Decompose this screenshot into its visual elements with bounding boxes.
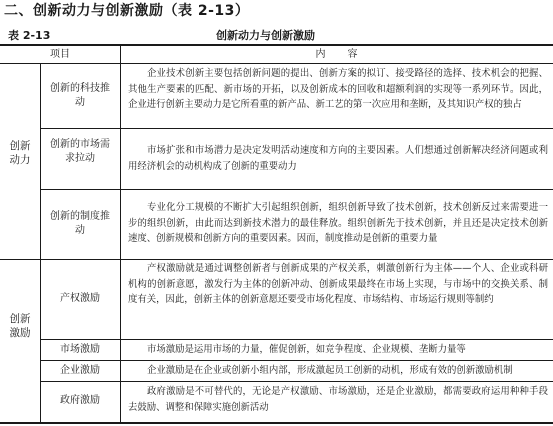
header-rule xyxy=(0,63,553,64)
row-item: 创新的市场需求拉动 xyxy=(50,139,110,164)
row-content: 市场扩张和市场潜力是决定发明活动速度和方向的主要因素。人们想通过创新解决经济问题或利用经济机会的动机构成了创新的重要动力 xyxy=(128,145,548,172)
item-column-rule xyxy=(120,46,121,422)
row-divider xyxy=(40,339,553,340)
table-number: 表 2-13 xyxy=(8,29,51,42)
row-item: 产权激励 xyxy=(60,293,100,304)
category-column-rule xyxy=(40,63,41,422)
table-bottom-rule xyxy=(0,422,553,424)
row-item: 创新的制度推动 xyxy=(50,211,110,236)
category-label: 创新激励 xyxy=(9,313,31,339)
row-divider xyxy=(40,128,553,129)
row-content: 政府激励是不可替代的，无论是产权激励、市场激励，还是企业激励，都需要政府运用种种手段去鼓励、调整和保障实施创新活动 xyxy=(128,386,548,413)
row-item: 政府激励 xyxy=(60,395,100,406)
row-item: 企业激励 xyxy=(60,365,100,376)
row-content: 市场激励是运用市场的力量，催促创新，如竞争程度、企业规模、垄断力量等 xyxy=(147,344,466,355)
row-divider xyxy=(40,189,553,190)
header-item: 项目 xyxy=(50,49,70,60)
section-title: 二、创新动力与创新激励（表 2-13） xyxy=(4,3,250,19)
category-divider xyxy=(0,259,553,260)
row-content: 企业技术创新主要包括创新问题的提出、创新方案的拟订、接受路径的选择、技术机会的把握、其他生产要素的匹配、新市场的开拓，以及创新成本的回收和超额利润的实现等一系列环节。因此，企业进行创新主要动力是它所看重的新产品、新工艺的第一次应用和垄断，及其知识产权的独占 xyxy=(128,68,548,111)
table-top-rule xyxy=(0,44,553,46)
header-content: 内容 xyxy=(315,49,380,60)
table-caption: 创新动力与创新激励 xyxy=(216,29,315,42)
row-item: 市场激励 xyxy=(60,344,100,355)
row-item: 创新的科技推动 xyxy=(50,83,110,108)
row-divider xyxy=(40,381,553,382)
category-label: 创新动力 xyxy=(9,140,31,166)
row-content: 专业化分工规模的不断扩大引起组织创新，组织创新导致了技术创新，技术创新反过来需要进一步的组织创新，由此而达到新技术潜力的最佳释放。组织创新先于技术创新，并且还是决定技术创新速度、创新规模和创新方向的重要因素。因而，制度推动是创新的重要力量 xyxy=(128,202,548,245)
row-divider xyxy=(40,360,553,361)
row-content: 产权激励就是通过调整创新者与创新成果的产权关系，刺激创新行为主体——个人、企业或科研机构的创新意愿，激发行为主体的创新冲动、创新成果最终在市场上实现，与市场中的交换关系、制度有关，因此，创新主体的创新意愿还要受市场化程度、市场结构、市场运行规则等制约 xyxy=(128,263,548,306)
row-content: 企业激励是在企业或创新小组内部，形成激起员工创新的动机，形成有效的创新激励机制 xyxy=(147,365,513,376)
